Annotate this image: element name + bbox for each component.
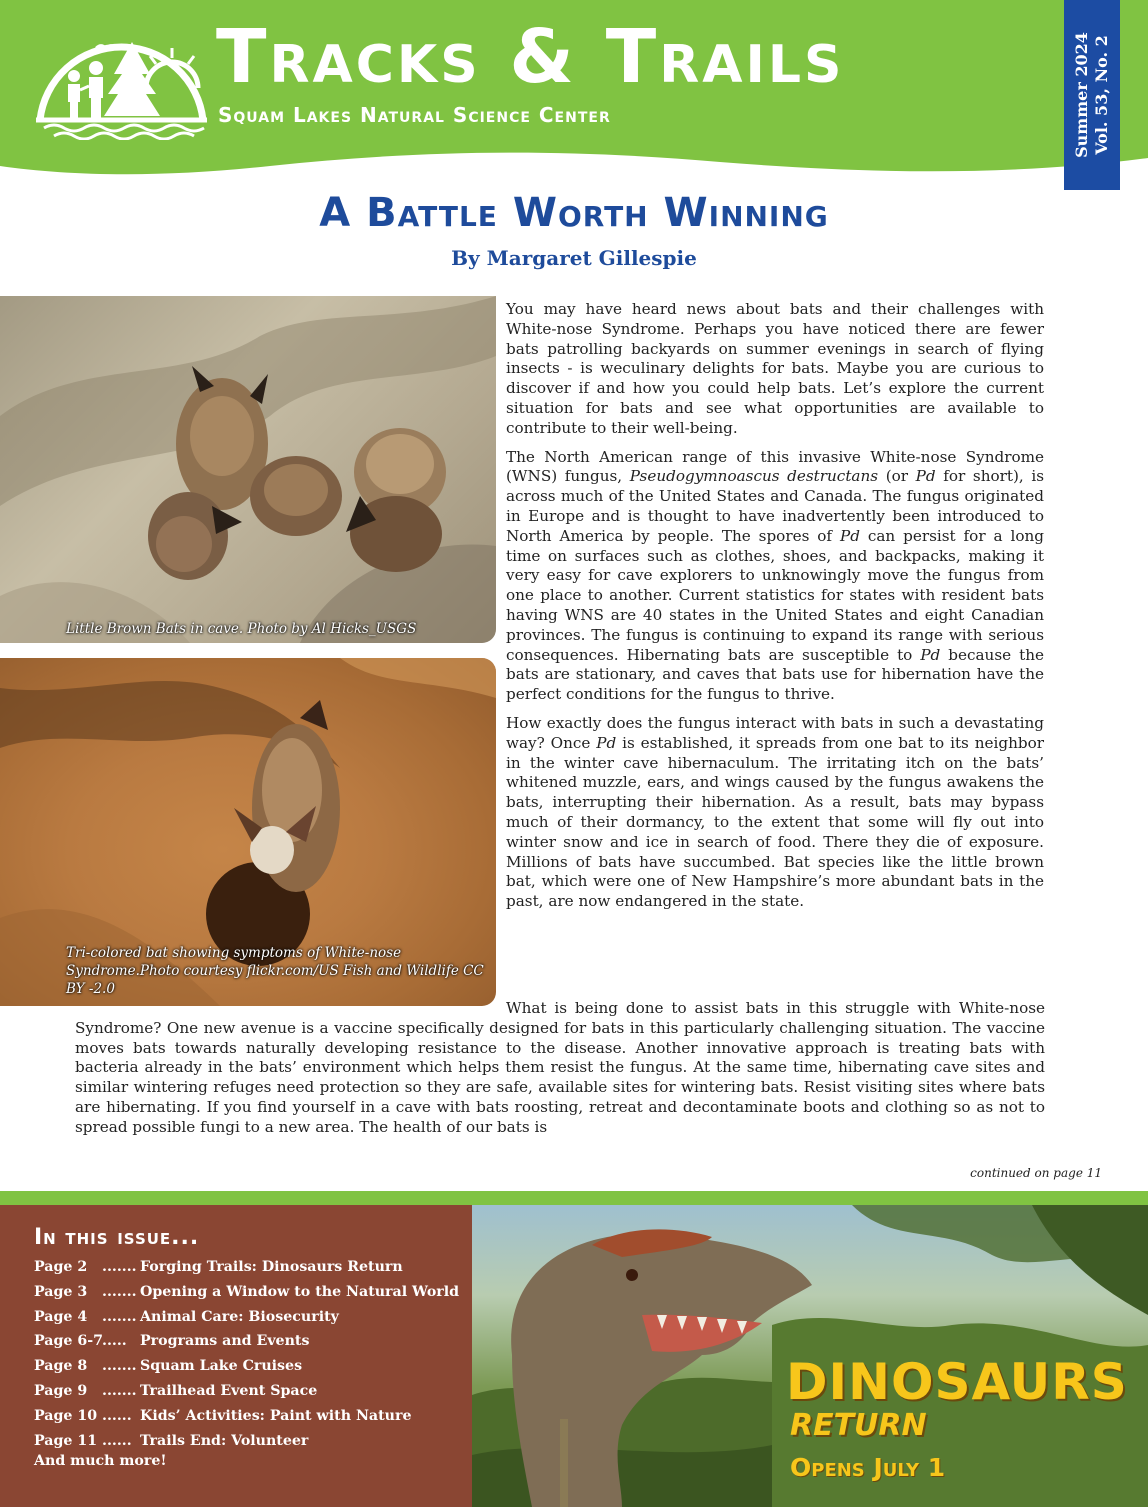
issue-volume: Vol. 53, No. 2 <box>1092 35 1111 155</box>
photo2-caption: Tri-colored bat showing symptoms of White-nose Syndrome.Photo courtesy flickr.com/US Fish and Wildlife CC BY -2.0 <box>66 945 484 998</box>
article-byline: By Margaret Gillespie <box>451 246 697 270</box>
bats-in-cave-image <box>0 296 496 643</box>
issue-tab <box>1064 0 1120 190</box>
toc-item[interactable]: Page 4 ....... Animal Care: Biosecurity <box>34 1308 339 1325</box>
article-body-wide <box>75 999 1045 1138</box>
photo-little-brown-bats <box>0 296 496 643</box>
photo1-caption: Little Brown Bats in cave. Photo by Al Hicks_USGS <box>66 621 417 637</box>
toc-item[interactable]: Page 8 ....... Squam Lake Cruises <box>34 1358 303 1375</box>
continued-note: continued on page 11 <box>970 1166 1102 1180</box>
toc-item[interactable]: Page 11 ...... Trails End: Volunteer <box>34 1432 309 1449</box>
toc-item[interactable]: Page 10 ...... Kids’ Activities: Paint with Nature <box>34 1407 412 1424</box>
paragraph-4: What is being done to assist bats in this struggle with White-nose Syndrome? One new avenue is a vaccine specifically designed for bats in this particularly challenging situation. The vaccine moves bats towards naturally developing resistance to the disease. Another innovative approach is treating bats with bacteria already in the bats’ environment which helps them resist the fungus. At the same time, hibernating cave sites and similar wintering refuges need protection so they are safe, available sites for wintering bats. Resist visiting sites where bats are hibernating. If you find yourself in a cave with bats roosting, retreat and decontaminate boots and clothing so as not to spread possible fungi to a new area. The health of our bats is <box>75 999 1045 1136</box>
promo-title: DINOSAURS <box>786 1353 1128 1411</box>
paragraph-1: You may have heard news about bats and their challenges with White-nose Syndrome. Perhaps you have noticed there are fewer bats patrolling backyards on summer evenings in search of flying insects - is weculinary delights for bats. Maybe you are curious to discover if and how you could help bats. Let’s explore the current situation for bats and see what opportunities are available to contribute to their well-being. <box>506 300 1044 437</box>
toc-item[interactable]: Page 3 ....... Opening a Window to the Natural World <box>34 1283 460 1300</box>
toc-item[interactable]: Page 2 ....... Forging Trails: Dinosaurs Return <box>34 1259 403 1275</box>
masthead-title: Tracks & Trails <box>216 14 845 100</box>
dinosaurs-return-promo <box>472 1205 1148 1507</box>
issue-info <box>1072 32 1112 158</box>
promo-date: Opens July 1 <box>790 1453 946 1482</box>
masthead-subtitle: Squam Lakes Natural Science Center <box>218 103 611 127</box>
in-this-issue-panel <box>0 1205 472 1507</box>
toc-item[interactable]: Page 6-7..... Programs and Events <box>34 1333 310 1350</box>
paragraph-2: The North American range of this invasive White-nose Syndrome (WNS) fungus, Pseudogymnoascus destructans (or Pd for short), is across much of the United States and Canada. The fungus originated in Europe and is thought to have inadvertently been introduced to North America by people. The spores of Pd can persist for a long time on surfaces such as clothes, shoes, and backpacks, making it very easy for cave explorers to unknowingly move the fungus from one place to another. Current statistics for states with resident bats having WNS are 40 states in the United States and eight Canadian provinces. The fungus is continuing to expand its range with serious consequences. Hibernating bats are susceptible to Pd because the bats are stationary, and caves that bats use for hibernation have the perfect conditions for the fungus to thrive. <box>506 447 1045 704</box>
toc-item[interactable]: Page 9 ....... Trailhead Event Space <box>34 1382 318 1399</box>
issue-season: Summer 2024 <box>1072 32 1091 158</box>
paragraph-3: How exactly does the fungus interact with bats in such a devastating way? Once Pd is established, it spreads from one bat to its neighbor in the winter cave hibernaculum. The irritating itch on the bats’ whitened muzzle, ears, and wings caused by the fungus awakens the bats, interrupting their hibernation. As a result, bats may bypass much of their dormancy, to the extent that some will fly out into winter snow and ice in search of food. There they die of exposure. Millions of bats have succumbed. Bat species like the little brown bat, which were one of New Hampshire’s more abundant bats in the past, are now endangered in the state. <box>506 713 1044 911</box>
footer-divider <box>0 1191 1148 1205</box>
article-title: A Battle Worth Winning <box>319 190 829 236</box>
article-body-column <box>506 300 1044 921</box>
toc-list <box>34 1259 459 1457</box>
toc-title: In this issue... <box>34 1225 200 1250</box>
toc-more: And much more! <box>34 1453 167 1469</box>
slnsc-logo-icon <box>34 28 209 140</box>
promo-subtitle: RETURN <box>790 1408 927 1443</box>
masthead-header <box>0 0 1148 190</box>
